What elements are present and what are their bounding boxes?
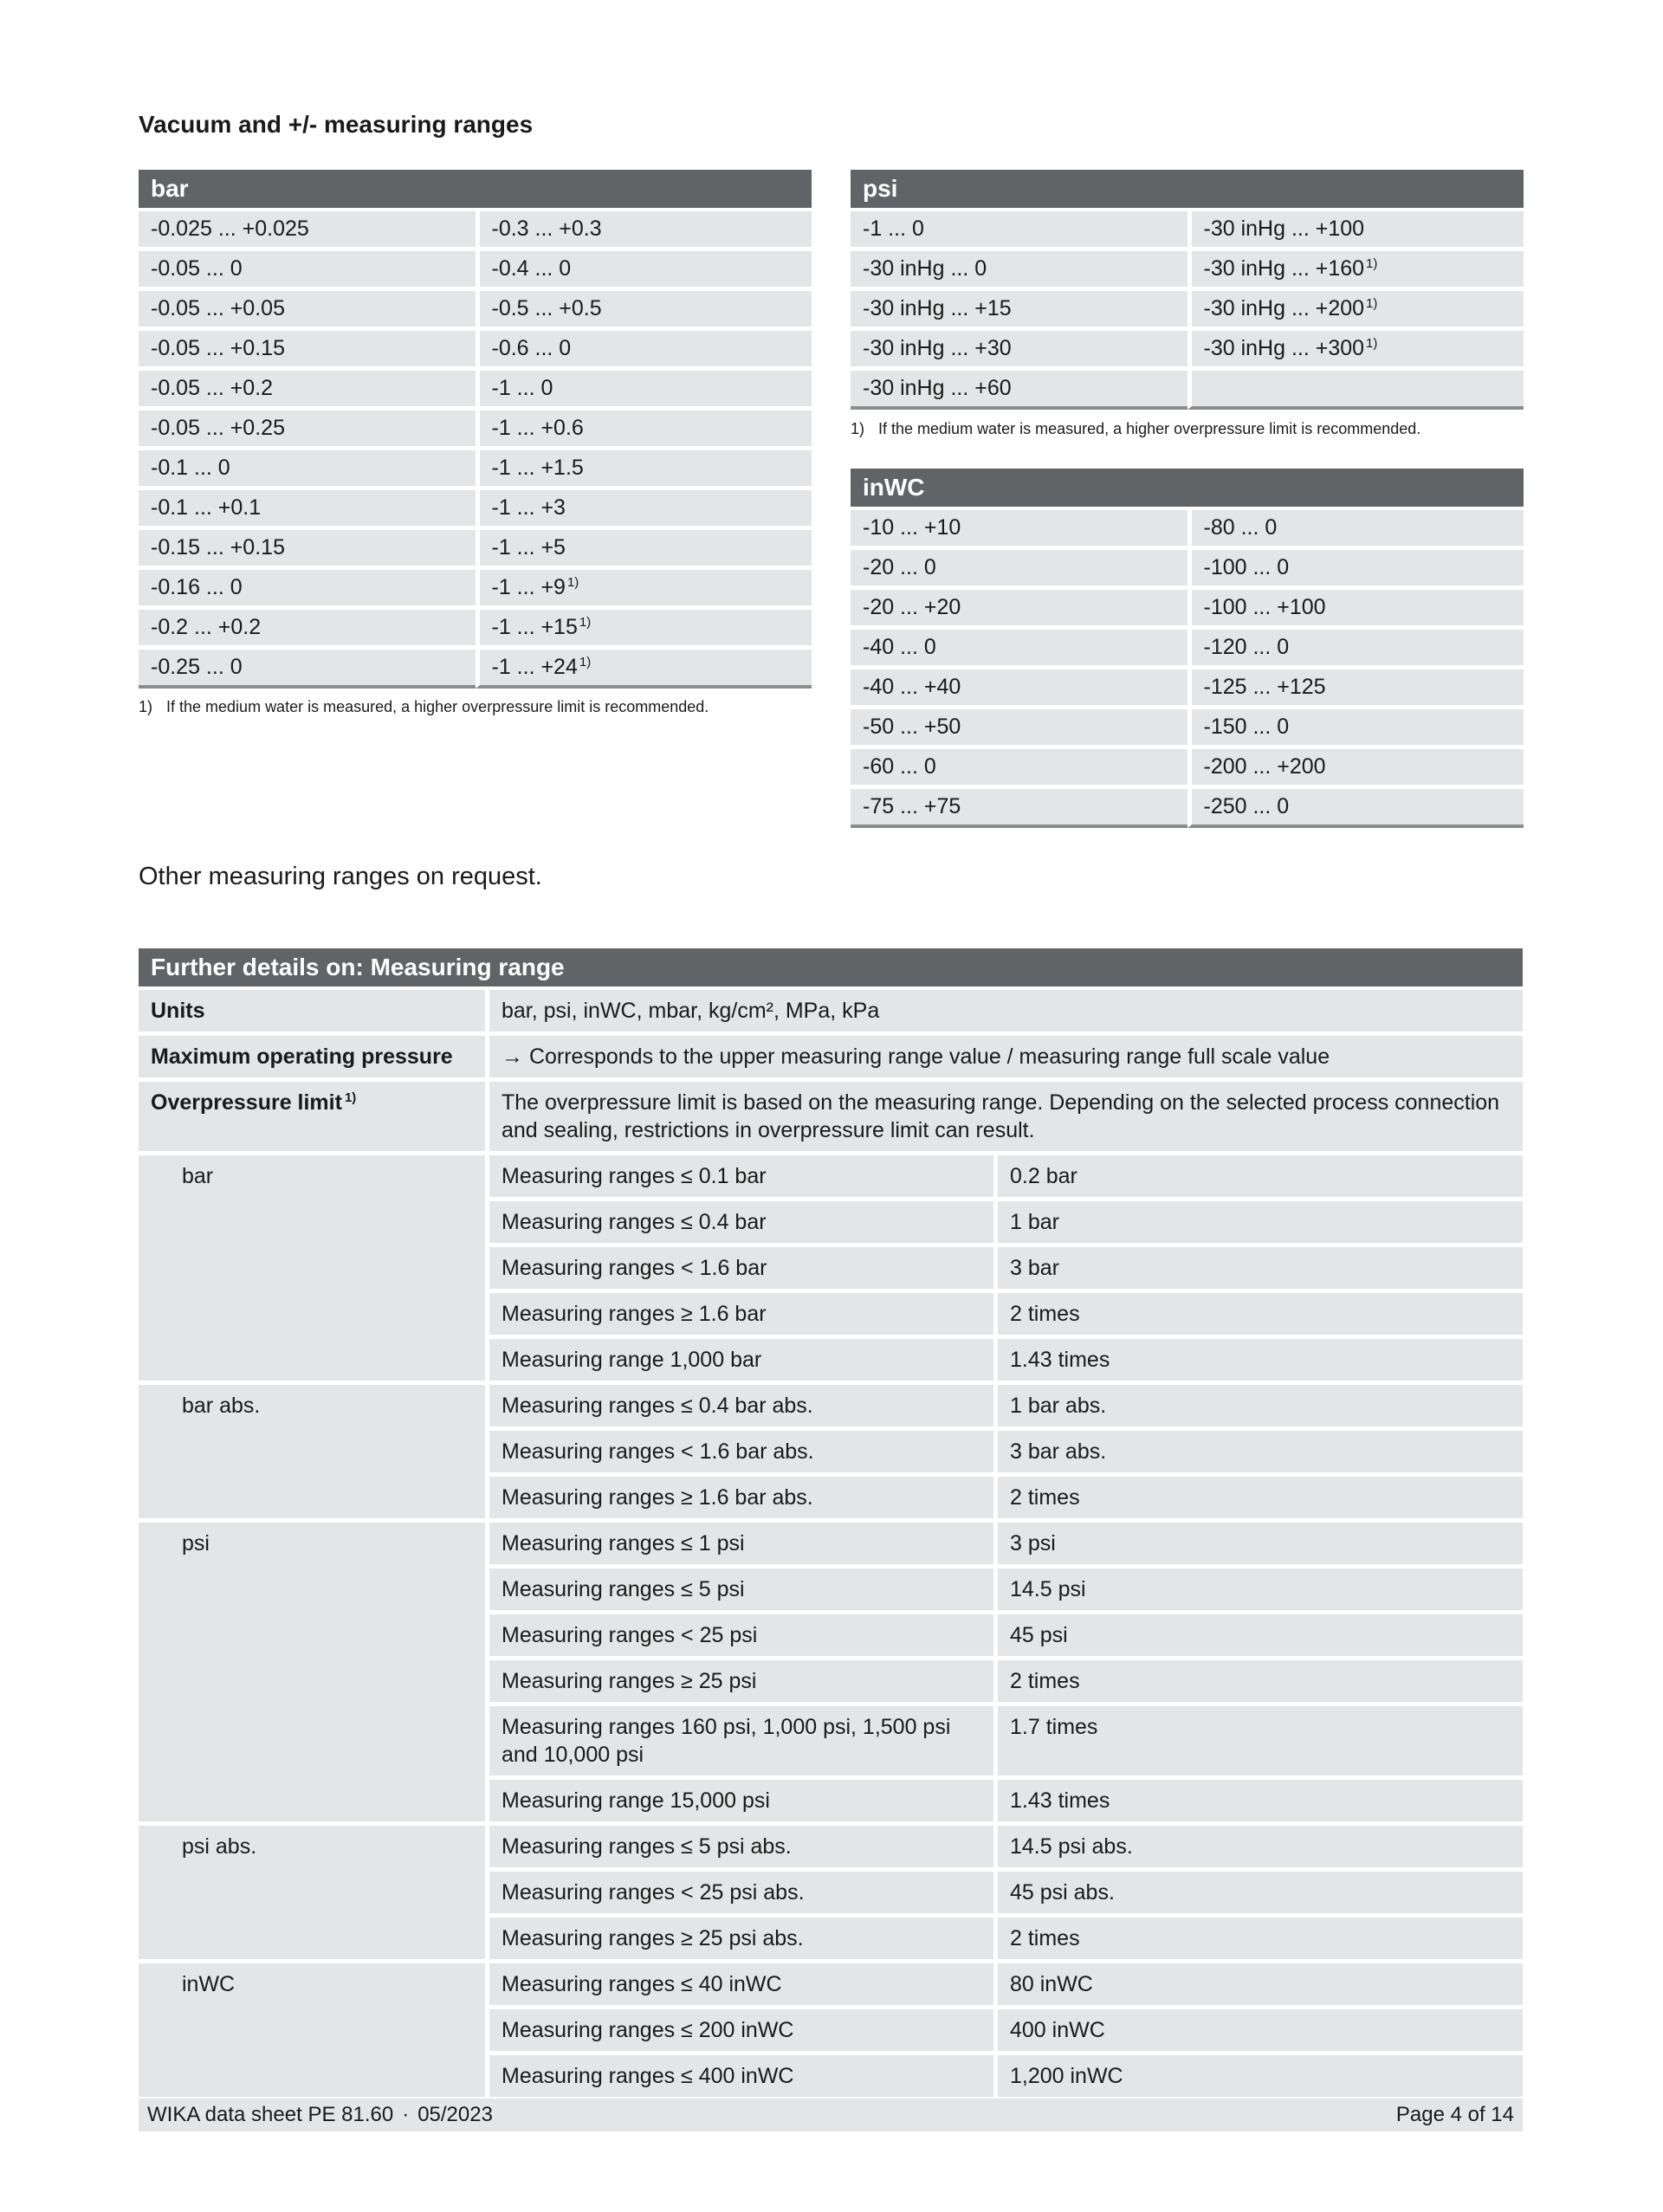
range-cell: -0.25 ... 0 <box>139 650 476 689</box>
range-text: -80 ... 0 <box>1203 515 1278 540</box>
table-row <box>139 610 812 650</box>
range-cell <box>1187 211 1524 251</box>
range-text: -0.5 ... +0.5 <box>491 296 602 320</box>
measuring-range-cell: Measuring ranges ≤ 400 inWC <box>485 2055 993 2101</box>
table-row <box>139 411 812 450</box>
footnote-ref: 1) <box>1366 336 1378 351</box>
range-text: -30 inHg ... +160 <box>1203 256 1365 281</box>
range-cell: -50 ... +50 <box>851 709 1187 749</box>
table-row <box>139 530 812 570</box>
range-cell <box>476 211 812 251</box>
range-text: -1 ... +3 <box>491 495 566 520</box>
table-row <box>851 291 1524 331</box>
table-row <box>851 251 1524 291</box>
table-row <box>139 650 812 689</box>
measuring-range-cell: Measuring ranges ≤ 40 inWC <box>485 1963 993 2009</box>
overpressure-limit-cell: 1,200 inWC <box>993 2055 1523 2101</box>
inwc-table-header: inWC <box>851 469 1524 510</box>
measuring-range-cell: Measuring ranges ≤ 1 psi <box>485 1523 993 1568</box>
footer-date: 05/2023 <box>417 2103 493 2126</box>
table-row <box>139 490 812 530</box>
range-cell <box>1187 550 1524 590</box>
max-operating-pressure-label: Maximum operating pressure <box>139 1036 485 1082</box>
unit-group-label: bar <box>139 1155 485 1385</box>
range-cell: -0.05 ... +0.15 <box>139 331 476 371</box>
range-text: -1 ... 0 <box>491 376 553 400</box>
psi-table-header: psi <box>851 170 1524 211</box>
units-label: Units <box>139 990 485 1036</box>
table-row <box>139 251 812 291</box>
bar-footnote <box>139 698 709 716</box>
range-cell: -75 ... +75 <box>851 789 1187 828</box>
measuring-range-cell: Measuring ranges < 1.6 bar abs. <box>485 1431 993 1477</box>
range-text: -1 ... +0.6 <box>491 416 584 440</box>
range-cell <box>476 411 812 450</box>
unit-group-label: inWC <box>139 1963 485 2101</box>
overpressure-row <box>139 1385 1523 1431</box>
section-title: Vacuum and +/- measuring ranges <box>139 111 534 138</box>
overpressure-row <box>139 1963 1523 2009</box>
overpressure-limit-label-text: Overpressure limit <box>151 1090 342 1115</box>
measuring-range-cell: Measuring range 15,000 psi <box>485 1780 993 1826</box>
range-cell <box>476 530 812 570</box>
overpressure-limit-cell: 1.7 times <box>993 1706 1523 1780</box>
measuring-range-cell: Measuring ranges ≤ 5 psi abs. <box>485 1826 993 1872</box>
range-cell: -20 ... 0 <box>851 550 1187 590</box>
other-ranges-note: Other measuring ranges on request. <box>139 863 542 890</box>
measuring-range-cell: Measuring ranges ≤ 5 psi <box>485 1568 993 1614</box>
overpressure-limit-cell: 1 bar abs. <box>993 1385 1523 1431</box>
range-cell: -40 ... 0 <box>851 630 1187 669</box>
range-cell: -30 inHg ... +60 <box>851 371 1187 410</box>
overpressure-limit-cell: 2 times <box>993 1293 1523 1339</box>
range-cell: -40 ... +40 <box>851 669 1187 709</box>
overpressure-limit-cell: 3 psi <box>993 1523 1523 1568</box>
measuring-range-cell: Measuring ranges ≥ 25 psi <box>485 1660 993 1706</box>
range-text: -120 ... 0 <box>1203 635 1290 659</box>
range-cell <box>476 490 812 530</box>
range-text: -30 inHg ... +100 <box>1203 217 1365 241</box>
range-cell: -0.2 ... +0.2 <box>139 610 476 650</box>
range-text: -0.6 ... 0 <box>491 336 572 360</box>
details-table-header: Further details on: Measuring range <box>139 948 1523 990</box>
footnote-ref: 1) <box>1366 296 1378 311</box>
table-row <box>139 331 812 371</box>
overpressure-limit-row <box>139 1082 1523 1155</box>
table-row <box>139 291 812 331</box>
range-cell: -0.025 ... +0.025 <box>139 211 476 251</box>
range-text: -250 ... 0 <box>1203 794 1290 818</box>
table-row <box>139 570 812 610</box>
range-cell <box>1187 789 1524 828</box>
table-row <box>851 630 1524 669</box>
range-text: -30 inHg ... +200 <box>1203 296 1365 320</box>
footnote-ref: 1) <box>579 655 592 669</box>
overpressure-limit-value: The overpressure limit is based on the measuring range. Depending on the selected process connection and sealing, restrictions in overpressure limit can result. <box>485 1082 1523 1155</box>
unit-group-label: psi <box>139 1523 485 1826</box>
range-cell <box>1187 331 1524 371</box>
overpressure-limit-cell: 3 bar abs. <box>993 1431 1523 1477</box>
range-text: -1 ... +9 <box>491 575 566 599</box>
range-cell: -0.1 ... +0.1 <box>139 490 476 530</box>
range-text: -1 ... +24 <box>491 655 578 679</box>
footnote-ref: 1) <box>1366 256 1378 271</box>
overpressure-row <box>139 1155 1523 1201</box>
measuring-range-cell: Measuring ranges ≥ 1.6 bar <box>485 1293 993 1339</box>
range-text: -100 ... 0 <box>1203 555 1290 579</box>
measuring-range-cell: Measuring range 1,000 bar <box>485 1339 993 1385</box>
measuring-range-details-table <box>139 948 1523 2101</box>
overpressure-limit-cell: 1.43 times <box>993 1339 1523 1385</box>
range-cell: -60 ... 0 <box>851 749 1187 789</box>
range-cell: -0.1 ... 0 <box>139 450 476 490</box>
range-cell: -10 ... +10 <box>851 510 1187 550</box>
overpressure-limit-cell: 0.2 bar <box>993 1155 1523 1201</box>
overpressure-row <box>139 1826 1523 1872</box>
measuring-range-cell: Measuring ranges ≤ 0.1 bar <box>485 1155 993 1201</box>
overpressure-limit-label <box>139 1082 485 1155</box>
table-row <box>851 550 1524 590</box>
range-cell <box>1187 630 1524 669</box>
range-cell <box>1187 749 1524 789</box>
table-row <box>851 371 1524 410</box>
range-cell <box>1187 291 1524 331</box>
units-value: bar, psi, inWC, mbar, kg/cm², MPa, kPa <box>485 990 1523 1036</box>
table-row <box>851 749 1524 789</box>
range-cell: -20 ... +20 <box>851 590 1187 630</box>
range-cell: -30 inHg ... 0 <box>851 251 1187 291</box>
range-text: -200 ... +200 <box>1203 754 1326 779</box>
units-row <box>139 990 1523 1036</box>
range-text: -125 ... +125 <box>1203 675 1326 699</box>
range-cell <box>1187 510 1524 550</box>
footnote-text: If the medium water is measured, a higher overpressure limit is recommended. <box>166 698 709 715</box>
overpressure-limit-cell: 1.43 times <box>993 1780 1523 1826</box>
measuring-range-cell: Measuring ranges 160 psi, 1,000 psi, 1,500 psi and 10,000 psi <box>485 1706 993 1780</box>
footnote-number: 1) <box>851 420 865 437</box>
max-operating-pressure-value: → Corresponds to the upper measuring range value / measuring range full scale value <box>485 1036 1523 1082</box>
overpressure-limit-cell: 3 bar <box>993 1247 1523 1293</box>
overpressure-limit-cell: 400 inWC <box>993 2009 1523 2055</box>
bar-ranges-table <box>139 170 812 689</box>
measuring-range-cell: Measuring ranges ≤ 0.4 bar <box>485 1201 993 1247</box>
footnote-ref: 1) <box>579 615 592 630</box>
table-row <box>851 669 1524 709</box>
range-cell: -30 inHg ... +15 <box>851 291 1187 331</box>
table-row <box>139 371 812 411</box>
measuring-range-cell: Measuring ranges < 25 psi abs. <box>485 1872 993 1918</box>
measuring-range-cell: Measuring ranges ≥ 1.6 bar abs. <box>485 1477 993 1523</box>
overpressure-limit-cell: 1 bar <box>993 1201 1523 1247</box>
footnote-text: If the medium water is measured, a higher overpressure limit is recommended. <box>878 420 1421 437</box>
footnote-ref: 1) <box>566 575 579 590</box>
unit-group-label: psi abs. <box>139 1826 485 1963</box>
footnote-number: 1) <box>139 698 153 715</box>
overpressure-limit-cell: 45 psi <box>993 1614 1523 1660</box>
range-cell <box>476 610 812 650</box>
overpressure-limit-cell: 14.5 psi abs. <box>993 1826 1523 1872</box>
overpressure-row <box>139 1523 1523 1568</box>
overpressure-limit-cell: 45 psi abs. <box>993 1872 1523 1918</box>
range-cell <box>1187 251 1524 291</box>
range-text: -30 inHg ... +300 <box>1203 336 1365 360</box>
overpressure-limit-cell: 2 times <box>993 1477 1523 1523</box>
page-footer <box>139 2099 1523 2131</box>
range-cell: -0.05 ... 0 <box>139 251 476 291</box>
range-cell <box>476 251 812 291</box>
unit-group-label: bar abs. <box>139 1385 485 1523</box>
range-cell <box>1187 371 1524 410</box>
range-text: -1 ... +15 <box>491 615 578 639</box>
footer-separator: · <box>402 2103 410 2126</box>
range-cell: -0.16 ... 0 <box>139 570 476 610</box>
range-cell <box>1187 669 1524 709</box>
range-cell <box>476 450 812 490</box>
bar-table-header: bar <box>139 170 812 211</box>
range-cell: -30 inHg ... +30 <box>851 331 1187 371</box>
range-cell <box>476 650 812 689</box>
psi-footnote <box>851 420 1420 438</box>
measuring-range-cell: Measuring ranges < 25 psi <box>485 1614 993 1660</box>
range-cell <box>476 570 812 610</box>
range-cell <box>476 291 812 331</box>
measuring-range-cell: Measuring ranges ≤ 0.4 bar abs. <box>485 1385 993 1431</box>
range-cell: -0.15 ... +0.15 <box>139 530 476 570</box>
range-cell <box>476 371 812 411</box>
table-row <box>851 789 1524 828</box>
range-cell <box>1187 590 1524 630</box>
table-row <box>851 331 1524 371</box>
table-row <box>851 510 1524 550</box>
max-operating-pressure-row <box>139 1036 1523 1082</box>
range-text: -1 ... +1.5 <box>491 456 584 480</box>
range-text: -0.4 ... 0 <box>491 256 572 281</box>
footer-doc: WIKA data sheet PE 81.60 <box>147 2103 394 2126</box>
range-text: -1 ... +5 <box>491 535 566 559</box>
footer-page-number: Page 4 of 14 <box>1395 2103 1514 2126</box>
range-cell: -1 ... 0 <box>851 211 1187 251</box>
table-row <box>851 709 1524 749</box>
psi-ranges-table <box>851 170 1524 410</box>
measuring-range-cell: Measuring ranges ≤ 200 inWC <box>485 2009 993 2055</box>
range-cell: -0.05 ... +0.2 <box>139 371 476 411</box>
range-text: -150 ... 0 <box>1203 715 1290 739</box>
range-text: -100 ... +100 <box>1203 595 1326 619</box>
range-cell: -0.05 ... +0.05 <box>139 291 476 331</box>
overpressure-limit-cell: 2 times <box>993 1660 1523 1706</box>
measuring-range-cell: Measuring ranges < 1.6 bar <box>485 1247 993 1293</box>
table-row <box>139 211 812 251</box>
overpressure-limit-cell: 80 inWC <box>993 1963 1523 2009</box>
table-row <box>139 450 812 490</box>
range-cell <box>1187 709 1524 749</box>
overpressure-limit-cell: 14.5 psi <box>993 1568 1523 1614</box>
overpressure-limit-cell: 2 times <box>993 1918 1523 1963</box>
range-cell <box>476 331 812 371</box>
inwc-ranges-table <box>851 469 1524 828</box>
footer-doc-info <box>147 2103 493 2127</box>
table-row <box>851 590 1524 630</box>
measuring-range-cell: Measuring ranges ≥ 25 psi abs. <box>485 1918 993 1963</box>
overpressure-limit-footnote-ref: 1) <box>344 1090 357 1105</box>
range-text: -0.3 ... +0.3 <box>491 217 602 241</box>
table-row <box>851 211 1524 251</box>
range-cell: -0.05 ... +0.25 <box>139 411 476 450</box>
